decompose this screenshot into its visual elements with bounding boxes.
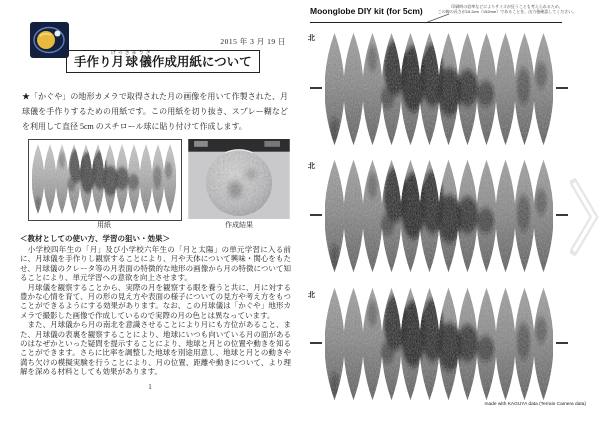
equator-tick-left-2 [310, 214, 322, 216]
gore-sheet-figure [28, 139, 182, 221]
size-check-note: 印刷時の倍率などによりサイズが狂うことも考えられるため、 この線の長さが15.2cm（152mm）であることを、出力後確認してください。 [437, 4, 577, 14]
kaguya-logo-icon [30, 22, 69, 58]
equator-tick-right-1 [556, 87, 568, 89]
body-paragraph-2: 月球儀を観察することから、実際の月を観察する眼を養うと共に、月に対する豊かな心情を育て、月の形の見え方や表面の様子についての見方や考え方をもつことができるようにする効果があります。なお、この月球儀は「かぐや」地形カメラで撮影した画像で作成しているので実際の月の色とは異なっています。 [20, 282, 291, 320]
page-title-prefix: 手作り [74, 55, 112, 69]
gore-sheet-caption: 用紙 [97, 221, 111, 229]
north-label-1: 北 [308, 34, 315, 42]
page-title [66, 50, 260, 73]
moon-gore-strip-2 [325, 158, 553, 274]
page-title-ruby: 月球儀げっきゅうぎ [110, 51, 153, 69]
document-date: 2015 年 3 月 19 日 [220, 37, 286, 46]
moon-gore-strip-3 [325, 286, 553, 402]
finished-globe-caption: 作成結果 [225, 221, 253, 229]
equator-tick-right-3 [556, 342, 568, 344]
north-label-2: 北 [308, 162, 315, 170]
body-paragraph-1: 小学校四年生の「月」及び小学校六年生の「月と太陽」の単元学習に入る前に、月球儀を手作りし観察することにより、月や天体について興味・関心をもたせ、月球儀のクレータ等の月表面の特徴的な地形の画像から月の特徴について知ることにより、単元学習への意欲を向上させます。 [20, 245, 291, 283]
body-paragraph-3: また、月球儀から月の南北を意識させることにより月にも方位があること、また、月球儀の表裏を観察することにより、地球にいつも向いている月の面があるのはなぜかといった疑問を提示することにより、地球と月との位置や動きを知ることができます。さらに比率を調整した地球を別途用意し、地球と月との動きや満ち欠けの模擬実験を行うことにより、月の位置、距離や動きについて、より理解を深める材料としても効果があります。 [20, 320, 291, 377]
data-credit: made with KAGUYA data (Terrain Camera data) [484, 402, 586, 407]
finished-globe-photo [188, 139, 290, 219]
kit-title: Moonglobe DIY kit (for 5cm) [310, 6, 423, 16]
intro-paragraph: ★「かぐや」の地形カメラで取得された月の画像を用いて作製された、月球儀を手作りするための用紙です。この用紙を切り抜き、スプレー糊などを利用して直径 5cm のスチロール球に貼り付けて作成します。 [22, 92, 288, 131]
page-number: 1 [148, 383, 152, 391]
body-text [20, 245, 291, 377]
north-label-3: 北 [308, 291, 315, 299]
gore-sheet-image [32, 143, 176, 215]
equator-tick-left-3 [310, 342, 322, 344]
equator-tick-left-1 [310, 87, 322, 89]
chevron-right-icon[interactable] [570, 178, 600, 256]
page-title-suffix: 作成用紙について [151, 55, 252, 69]
moon-gore-strip-1 [325, 31, 553, 147]
equator-tick-right-2 [556, 214, 568, 216]
scale-check-line [310, 22, 562, 23]
section-heading: ＜教材としての使い方、学習の狙い・効果＞ [20, 234, 170, 243]
